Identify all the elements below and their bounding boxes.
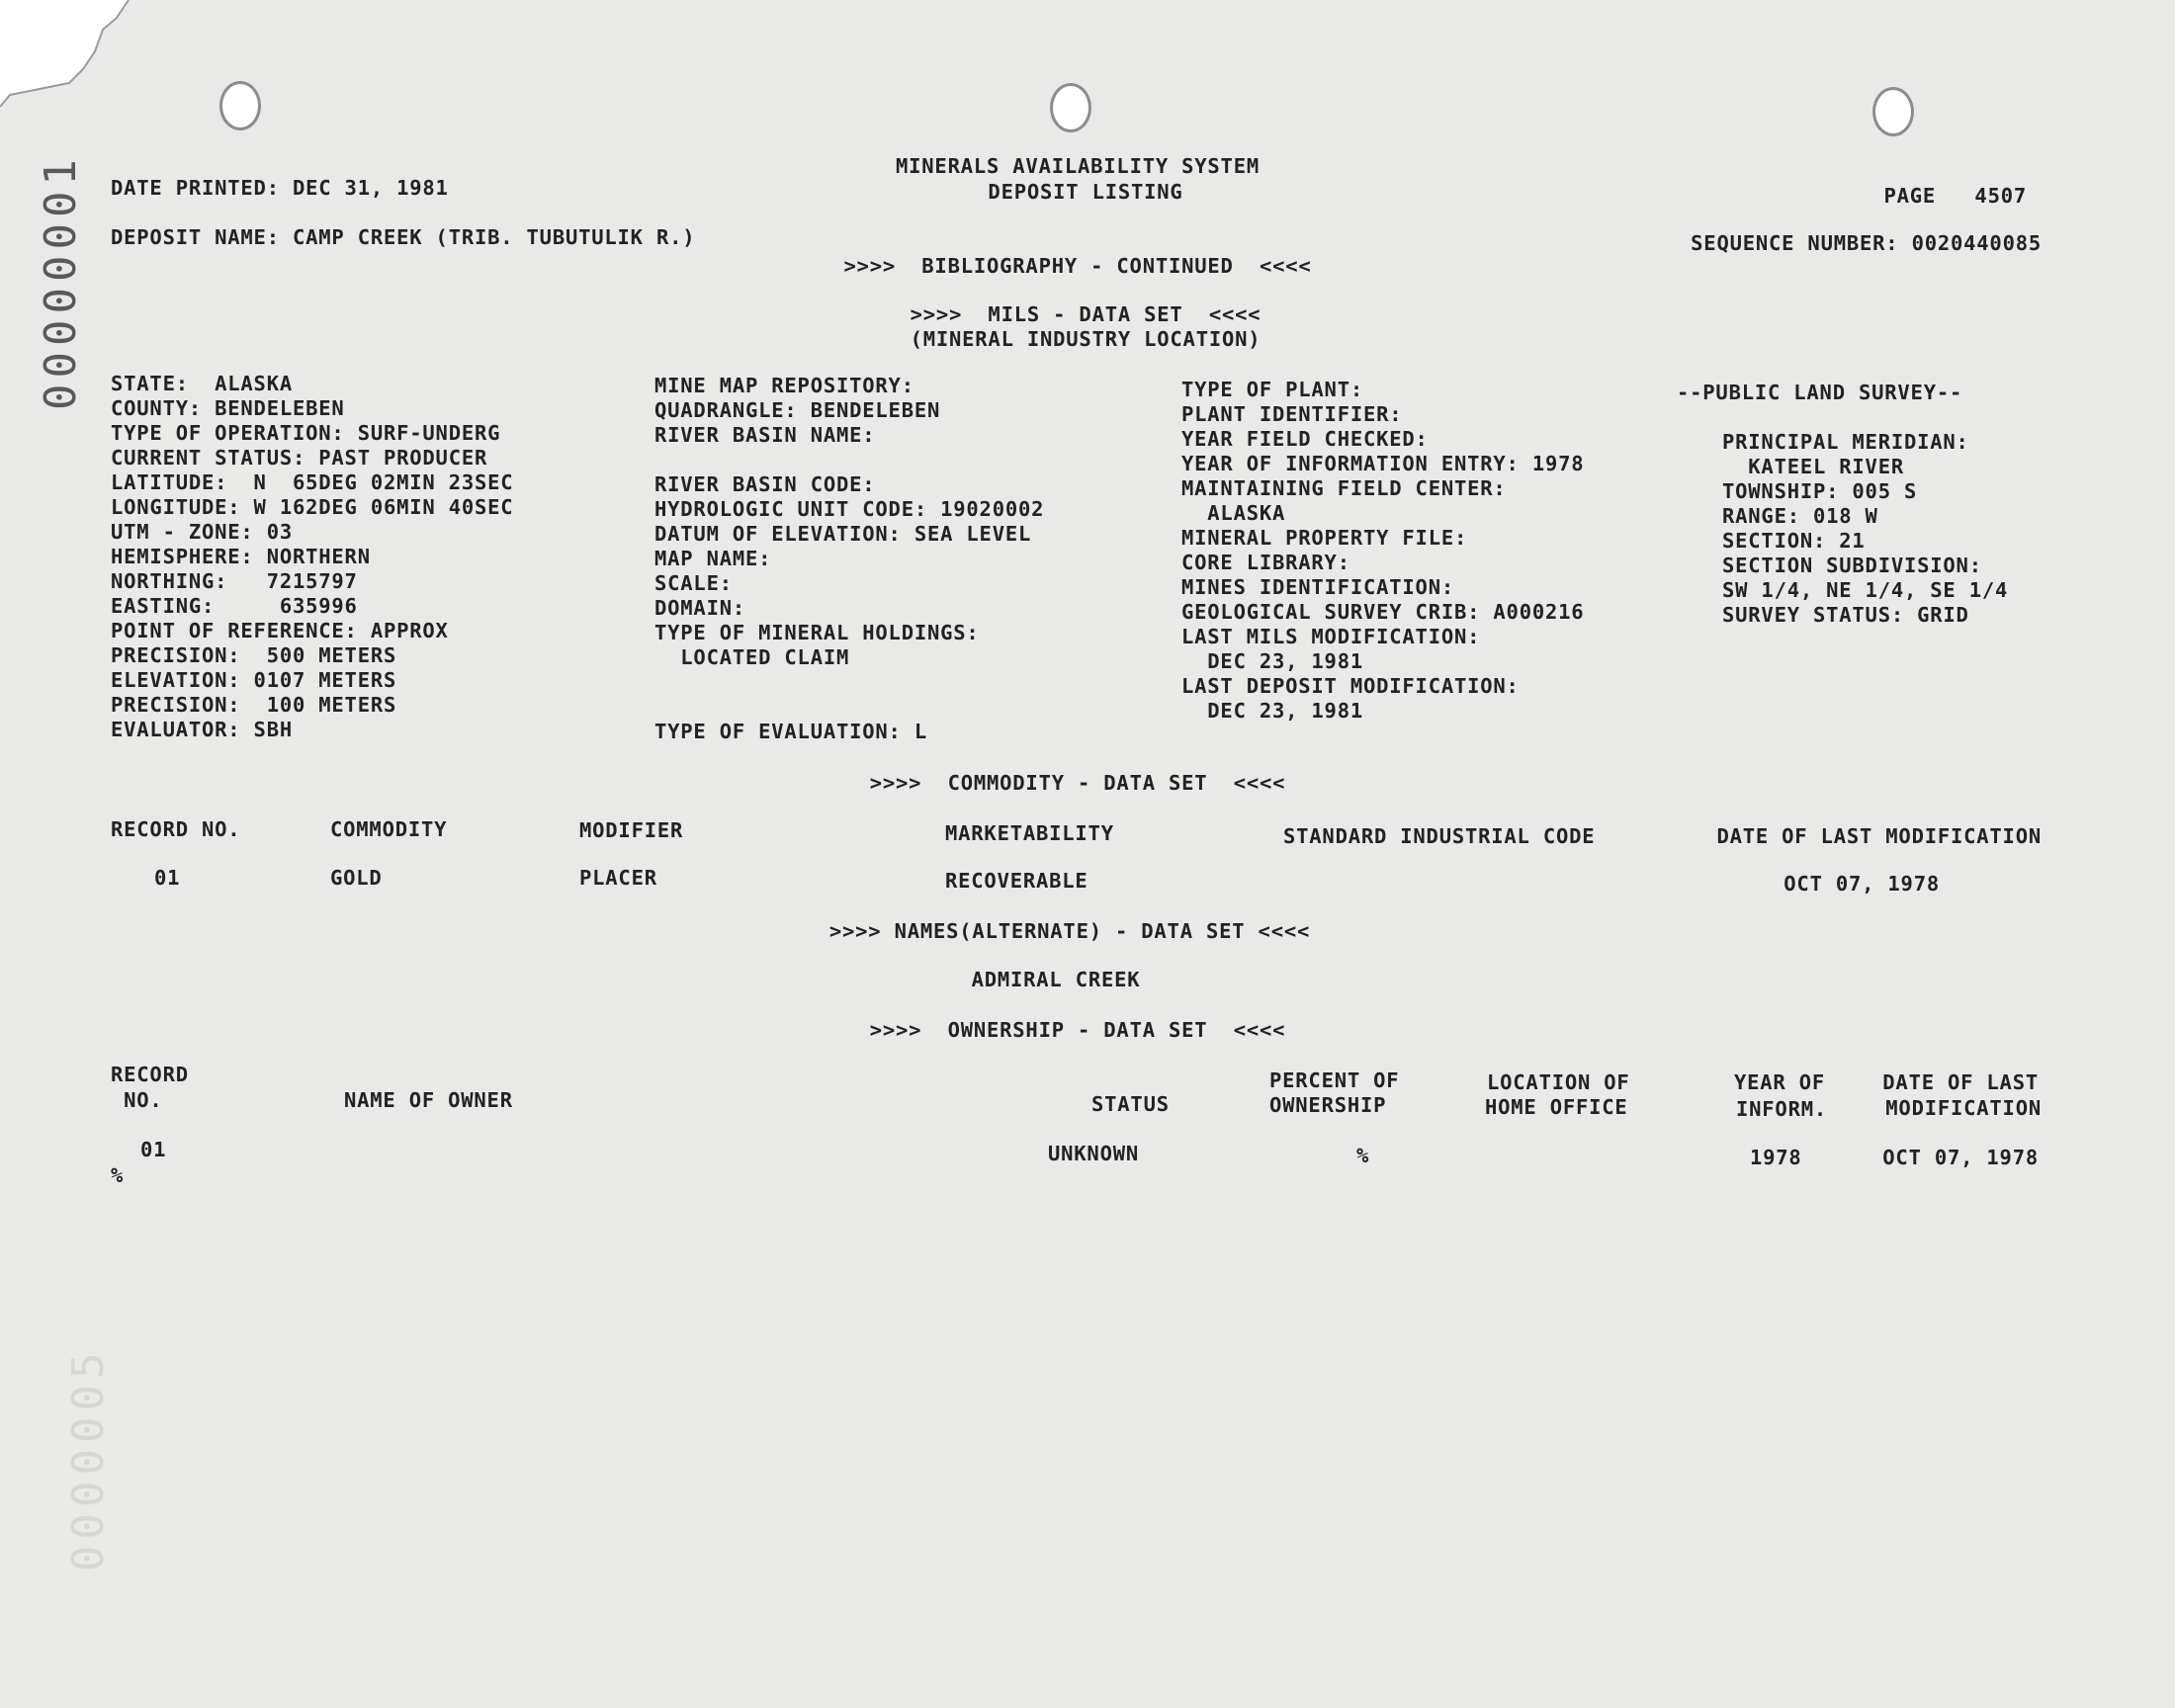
public-land-survey-title: --PUBLIC LAND SURVEY-- <box>1677 381 1963 404</box>
ownership-banner: >>>> OWNERSHIP - DATA SET <<<< <box>869 1018 1286 1042</box>
field-line: ELEVATION: 0107 METERS <box>111 668 397 692</box>
field-line: RANGE: 018 W <box>1722 504 1878 528</box>
ownership-header-date-2: MODIFICATION <box>1885 1096 2042 1120</box>
ownership-header-year-2: INFORM. <box>1736 1097 1827 1121</box>
field-line: RIVER BASIN CODE: <box>654 472 876 496</box>
field-line: MAINTAINING FIELD CENTER: <box>1181 476 1507 500</box>
field-line: CORE LIBRARY: <box>1181 551 1350 574</box>
field-line: HYDROLOGIC UNIT CODE: 19020002 <box>654 497 1045 521</box>
field-line: PLANT IDENTIFIER: <box>1181 402 1403 426</box>
field-line: SW 1/4, NE 1/4, SE 1/4 <box>1722 578 2009 602</box>
system-title: MINERALS AVAILABILITY SYSTEM <box>896 154 1260 178</box>
ownership-header-percent-1: PERCENT OF <box>1269 1068 1400 1092</box>
mils-subtitle: (MINERAL INDUSTRY LOCATION) <box>910 327 1262 351</box>
ownership-header-year-1: YEAR OF <box>1734 1070 1825 1094</box>
field-line: GEOLOGICAL SURVEY CRIB: A000216 <box>1181 600 1585 624</box>
commodity-header-sic: STANDARD INDUSTRIAL CODE <box>1283 824 1596 848</box>
field-line: HEMISPHERE: NORTHERN <box>111 545 371 568</box>
ownership-header-percent-2: OWNERSHIP <box>1269 1093 1387 1117</box>
ownership-year: 1978 <box>1750 1146 1802 1169</box>
ownership-header-location-2: HOME OFFICE <box>1485 1095 1628 1119</box>
punch-hole-left <box>219 81 261 130</box>
field-line: ALASKA <box>1181 501 1286 525</box>
field-line: STATE: ALASKA <box>111 372 293 395</box>
field-line: TYPE OF OPERATION: SURF-UNDERG <box>111 421 501 445</box>
ownership-header-location-1: LOCATION OF <box>1487 1070 1630 1094</box>
commodity-header-last-mod: DATE OF LAST MODIFICATION <box>1716 824 2042 848</box>
ownership-header-status: STATUS <box>1091 1092 1170 1116</box>
mils-banner: >>>> MILS - DATA SET <<<< <box>910 302 1262 326</box>
field-line: SECTION SUBDIVISION: <box>1722 554 1982 577</box>
field-line: MAP NAME: <box>654 547 772 570</box>
field-line: MINE MAP REPOSITORY: <box>654 374 914 397</box>
commodity-header-marketability: MARKETABILITY <box>945 821 1114 845</box>
field-line: LAST DEPOSIT MODIFICATION: <box>1181 674 1520 698</box>
field-line: PRECISION: 500 METERS <box>111 643 397 667</box>
field-line: COUNTY: BENDELEBEN <box>111 396 345 420</box>
field-line: QUADRANGLE: BENDELEBEN <box>654 398 941 422</box>
alternate-name: ADMIRAL CREEK <box>971 968 1141 991</box>
torn-corner <box>0 0 138 109</box>
field-line: DEC 23, 1981 <box>1181 699 1363 723</box>
field-line: DATUM OF ELEVATION: SEA LEVEL <box>654 522 1032 546</box>
ownership-header-no: NO. <box>111 1088 163 1112</box>
field-line: YEAR OF INFORMATION ENTRY: 1978 <box>1181 452 1585 475</box>
commodity-header-modifier: MODIFIER <box>579 818 684 842</box>
field-line: YEAR FIELD CHECKED: <box>1181 427 1429 451</box>
ownership-header-date-1: DATE OF LAST <box>1882 1070 2039 1094</box>
field-line: RIVER BASIN NAME: <box>654 423 876 447</box>
field-line: MINES IDENTIFICATION: <box>1181 575 1454 599</box>
field-line: DOMAIN: <box>654 596 745 620</box>
commodity-marketability: RECOVERABLE <box>945 869 1088 893</box>
field-line: EVALUATOR: SBH <box>111 718 293 741</box>
listing-title: DEPOSIT LISTING <box>988 180 1183 204</box>
ownership-status: UNKNOWN <box>1048 1142 1139 1165</box>
commodity-header-record-no: RECORD NO. <box>111 817 241 841</box>
field-line: LOCATED CLAIM <box>654 645 850 669</box>
field-line: POINT OF REFERENCE: APPROX <box>111 619 449 642</box>
field-line: TOWNSHIP: 005 S <box>1722 479 1918 503</box>
date-printed: DATE PRINTED: DEC 31, 1981 <box>111 176 449 200</box>
bibliography-banner: >>>> BIBLIOGRAPHY - CONTINUED <<<< <box>843 254 1312 278</box>
field-line: PRECISION: 100 METERS <box>111 693 397 717</box>
punch-hole-center <box>1050 83 1091 132</box>
page-number: PAGE 4507 <box>1883 184 2027 208</box>
field-line: EASTING: 635996 <box>111 594 358 618</box>
commodity-modifier: PLACER <box>579 866 657 890</box>
ownership-last-mod: OCT 07, 1978 <box>1882 1146 2039 1169</box>
commodity-banner: >>>> COMMODITY - DATA SET <<<< <box>869 771 1286 795</box>
field-line: TYPE OF MINERAL HOLDINGS: <box>654 621 980 644</box>
commodity-name: GOLD <box>330 866 383 890</box>
field-line: SURVEY STATUS: GRID <box>1722 603 1969 627</box>
field-line: KATEEL RIVER <box>1722 455 1904 478</box>
field-line: LATITUDE: N 65DEG 02MIN 23SEC <box>111 470 514 494</box>
film-frame-number: 00000001 <box>36 153 86 410</box>
film-frame-number-ghost: 0000005 <box>63 1346 114 1572</box>
field-line: MINERAL PROPERTY FILE: <box>1181 526 1468 550</box>
field-line: LAST MILS MODIFICATION: <box>1181 625 1481 648</box>
ownership-percent: % <box>1356 1144 1370 1167</box>
commodity-last-mod: OCT 07, 1978 <box>1784 872 1940 896</box>
field-line: NORTHING: 7215797 <box>111 569 358 593</box>
commodity-header-commodity: COMMODITY <box>330 817 448 841</box>
punch-hole-right <box>1872 87 1914 136</box>
record-trailer: % <box>111 1163 125 1187</box>
field-line: PRINCIPAL MERIDIAN: <box>1722 430 1969 454</box>
field-line: TYPE OF EVALUATION: L <box>654 720 927 743</box>
field-line: TYPE OF PLANT: <box>1181 378 1363 401</box>
names-banner: >>>> NAMES(ALTERNATE) - DATA SET <<<< <box>828 919 1311 943</box>
ownership-header-record: RECORD <box>111 1063 189 1086</box>
sequence-number: SEQUENCE NUMBER: 0020440085 <box>1691 231 2042 255</box>
field-line: LONGITUDE: W 162DEG 06MIN 40SEC <box>111 495 514 519</box>
ownership-record-no: 01 <box>140 1138 167 1161</box>
field-line: DEC 23, 1981 <box>1181 649 1363 673</box>
field-line: SECTION: 21 <box>1722 529 1866 553</box>
commodity-record-no: 01 <box>154 866 181 890</box>
deposit-name: DEPOSIT NAME: CAMP CREEK (TRIB. TUBUTULIK R.) <box>111 225 696 249</box>
field-line: SCALE: <box>654 571 733 595</box>
field-line: CURRENT STATUS: PAST PRODUCER <box>111 446 488 470</box>
ownership-header-name: NAME OF OWNER <box>344 1088 513 1112</box>
field-line: UTM - ZONE: 03 <box>111 520 293 544</box>
